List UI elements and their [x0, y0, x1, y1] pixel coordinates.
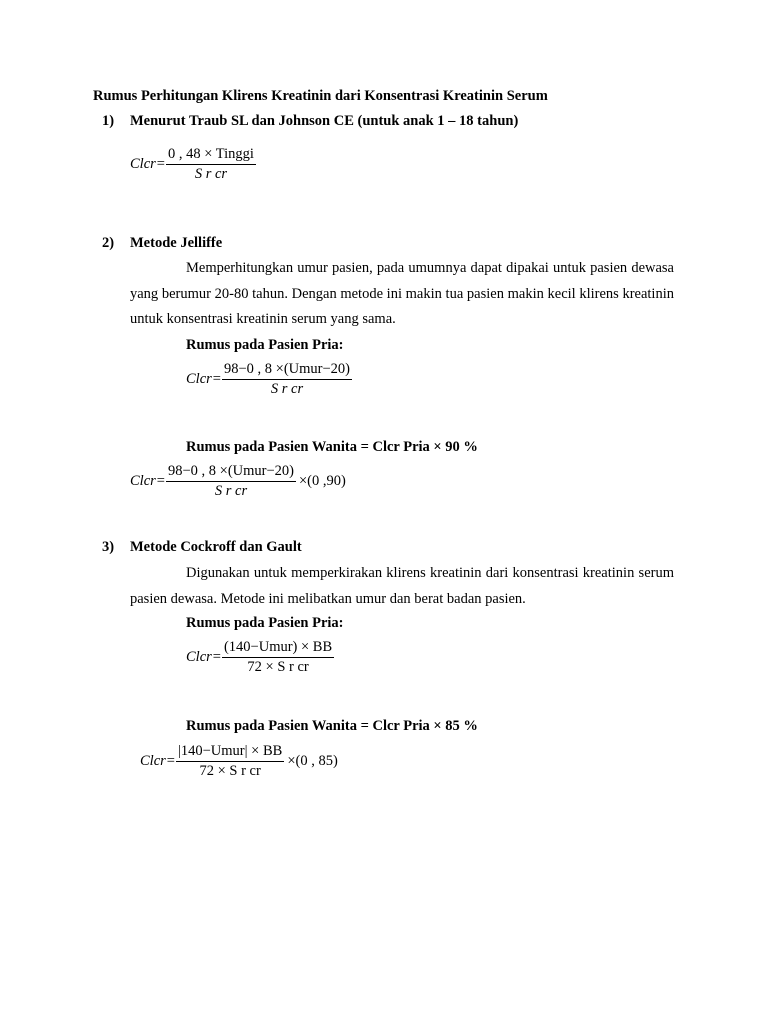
- formula-denominator: S r cr: [270, 381, 304, 397]
- formula-numerator: 98−0 , 8 ×(Umur−20): [166, 463, 296, 482]
- traub-formula: [130, 146, 256, 183]
- jelliffe-paragraph: [130, 256, 674, 333]
- section-1-heading: Menurut Traub SL dan Johnson CE (untuk anak 1 – 18 tahun): [130, 113, 519, 129]
- formula-equals: =: [166, 753, 175, 769]
- formula-lhs: Clcr: [140, 753, 166, 769]
- cockroft-paragraph-text: Digunakan untuk memperkirakan klirens kreatinin dari konsentrasi kreatinin serum pasien dewasa. Metode ini melibatkan umur dan berat badan pasien.: [130, 565, 674, 607]
- jelliffe-female-label: Rumus pada Pasien Wanita = Clcr Pria × 90 %: [186, 439, 478, 455]
- formula-denominator: 72 × S r cr: [199, 763, 261, 779]
- formula-denominator: 72 × S r cr: [247, 659, 309, 675]
- cockroft-female-label: Rumus pada Pasien Wanita = Clcr Pria × 85 %: [186, 718, 478, 734]
- formula-lhs: Clcr: [130, 473, 156, 489]
- formula-multiplier: ×(0 , 85): [287, 753, 338, 769]
- formula-lhs: Clcr: [186, 371, 212, 387]
- jelliffe-male-label: Rumus pada Pasien Pria:: [186, 337, 344, 353]
- document-title: Rumus Perhitungan Klirens Kreatinin dari Konsentrasi Kreatinin Serum: [93, 88, 548, 104]
- formula-denominator: S r cr: [194, 166, 228, 182]
- section-2-number: 2): [102, 235, 115, 251]
- jelliffe-paragraph-text: Memperhitungkan umur pasien, pada umumnya dapat dipakai untuk pasien dewasa yang berumur 20-80 tahun. Dengan metode ini makin tua pasien makin kecil klirens kreatinin untuk konsentrasi kreatinin serum yang sama.: [130, 260, 674, 327]
- cockroft-male-formula: [186, 639, 334, 676]
- formula-lhs: Clcr: [130, 156, 156, 172]
- section-3-number: 3): [102, 539, 115, 555]
- section-2-heading: Metode Jelliffe: [130, 235, 223, 251]
- formula-equals: =: [156, 156, 165, 172]
- formula-denominator: S r cr: [214, 483, 248, 499]
- formula-numerator: (140−Umur) × BB: [222, 639, 334, 658]
- formula-equals: =: [212, 371, 221, 387]
- formula-numerator: |140−Umur| × BB: [176, 743, 284, 762]
- formula-equals: =: [212, 649, 221, 665]
- section-1-number: 1): [102, 113, 115, 129]
- formula-lhs: Clcr: [186, 649, 212, 665]
- formula-equals: =: [156, 473, 165, 489]
- cockroft-paragraph: [130, 561, 674, 612]
- jelliffe-male-formula: [186, 361, 352, 398]
- cockroft-female-formula: [140, 743, 338, 780]
- section-3-heading: Metode Cockroff dan Gault: [130, 539, 302, 555]
- cockroft-male-label: Rumus pada Pasien Pria:: [186, 615, 344, 631]
- formula-numerator: 0 , 48 × Tinggi: [166, 146, 256, 165]
- formula-multiplier: ×(0 ,90): [299, 473, 346, 489]
- jelliffe-female-formula: [130, 463, 346, 500]
- formula-numerator: 98−0 , 8 ×(Umur−20): [222, 361, 352, 380]
